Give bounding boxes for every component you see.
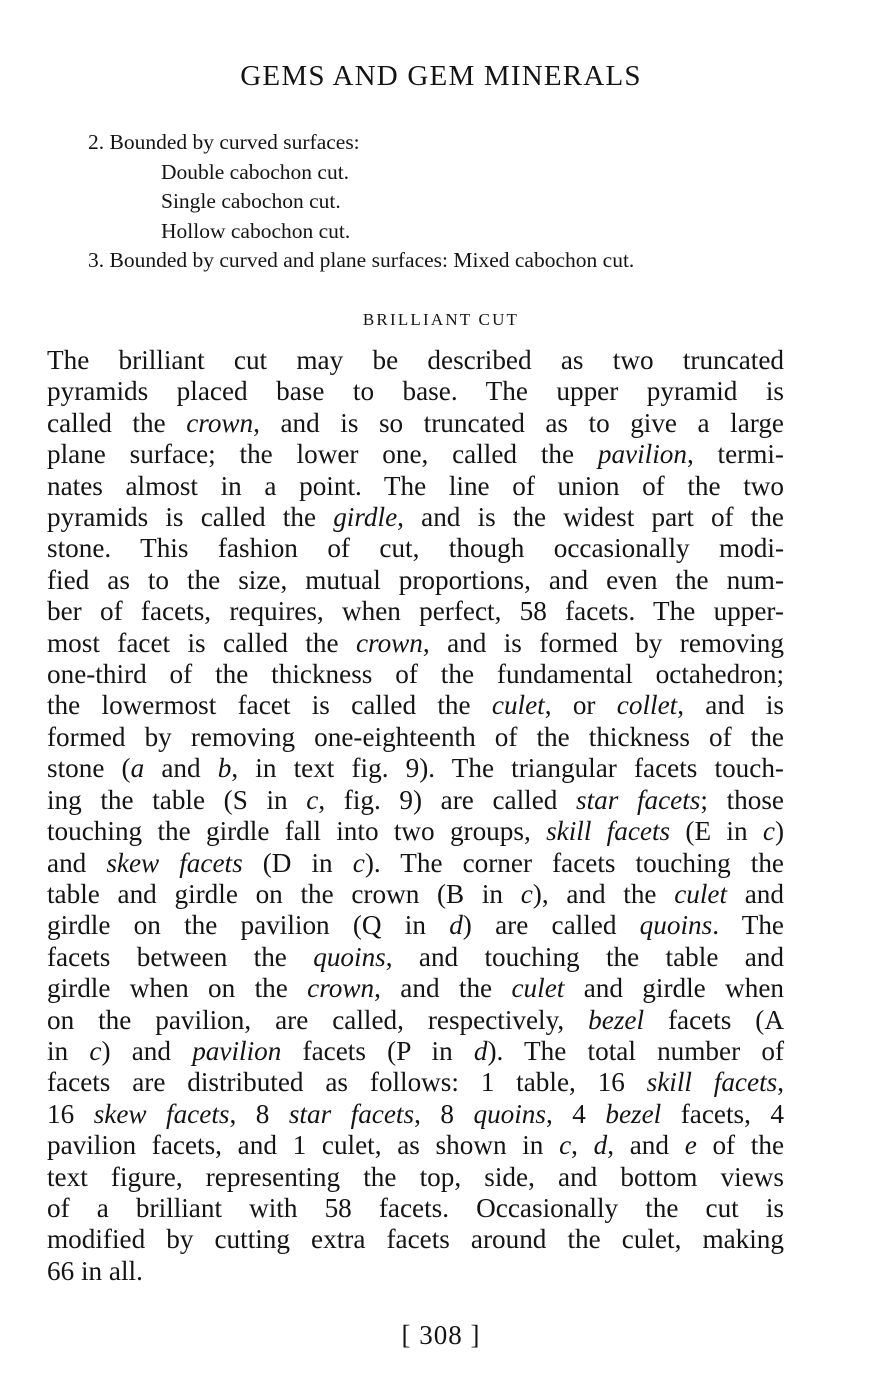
text-line: most facet is called the crown, and is formed by removing: [47, 627, 784, 658]
text-line: in c) and pavilion facets (P in d). The total number of: [47, 1035, 784, 1066]
running-title: GEMS AND GEM MINERALS: [240, 60, 642, 92]
sub-item-hollow-cabochon: Hollow cabochon cut.: [161, 218, 351, 243]
text-line: table and girdle on the crown (B in c), and the culet and: [47, 878, 784, 909]
list-item-label: Bounded by curved surfaces:: [109, 130, 360, 154]
sub-item-double-cabochon: Double cabochon cut.: [161, 159, 350, 184]
section-heading: BRILLIANT CUT: [362, 310, 520, 329]
text-line: nates almost in a point. The line of union of the two: [47, 470, 784, 501]
text-line: stone. This fashion of cut, though occasionally modi-: [47, 533, 784, 564]
text-line: pavilion facets, and 1 culet, as shown in c, d, and e of the: [47, 1130, 785, 1161]
text-line: stone (a and b, in text fig. 9). The triangular facets touch-: [47, 753, 784, 784]
text-line: called the crown, and is so truncated as to give a large: [47, 407, 784, 438]
cut-classification-list: [88, 128, 808, 276]
text-line: modified by cutting extra facets around the culet, making: [47, 1224, 784, 1255]
text-line: the lowermost facet is called the culet, or collet, and is: [47, 690, 784, 721]
list-item-mixed-surfaces: [88, 246, 808, 276]
sub-item-single-cabochon: Single cabochon cut.: [161, 189, 341, 213]
text-line: ing the table (S in c, fig. 9) are called star facets; those: [47, 784, 784, 815]
page-number: [ 308 ]: [401, 1320, 481, 1350]
text-line: pyramids placed base to base. The upper pyramid is: [47, 376, 784, 407]
list-item-number: 2.: [88, 130, 105, 154]
list-item-number: 3.: [88, 248, 105, 272]
list-item-curved-surfaces: [88, 128, 808, 158]
text-line: touching the girdle fall into two groups, skill facets (E in c): [47, 816, 784, 847]
text-line: fied as to the size, mutual proportions, and even the num-: [47, 564, 784, 595]
body-paragraph: [47, 345, 784, 1287]
text-line: The brilliant cut may be described as two truncated: [47, 345, 784, 375]
text-line: on the pavilion, are called, respectively, bezel facets (A: [47, 1004, 784, 1035]
text-line: 66 in all.: [47, 1255, 143, 1286]
text-line: girdle on the pavilion (Q in d) are called quoins. The: [47, 910, 785, 941]
text-line: and skew facets (D in c). The corner facets touching the: [47, 847, 784, 878]
text-line: of a brilliant with 58 facets. Occasionally the cut is: [47, 1192, 784, 1223]
text-line: facets between the quoins, and touching the table and: [47, 941, 784, 972]
text-line: plane surface; the lower one, called the pavilion, termi-: [47, 439, 784, 470]
text-line: pyramids is called the girdle, and is the widest part of the: [47, 502, 784, 533]
text-line: ber of facets, requires, when perfect, 58 facets. The upper-: [47, 596, 784, 627]
text-line: girdle when on the crown, and the culet and girdle when: [47, 973, 784, 1004]
text-line: 16 skew facets, 8 star facets, 8 quoins, 4 bezel facets, 4: [47, 1098, 785, 1129]
text-line: one-third of the thickness of the fundamental octahedron;: [47, 659, 784, 690]
text-line: text figure, representing the top, side, and bottom views: [47, 1161, 784, 1192]
list-item-label: Bounded by curved and plane surfaces: Mixed cabochon cut.: [109, 248, 635, 272]
text-line: formed by removing one-eighteenth of the thickness of the: [47, 721, 784, 752]
text-line: facets are distributed as follows: 1 table, 16 skill facets,: [47, 1067, 785, 1098]
